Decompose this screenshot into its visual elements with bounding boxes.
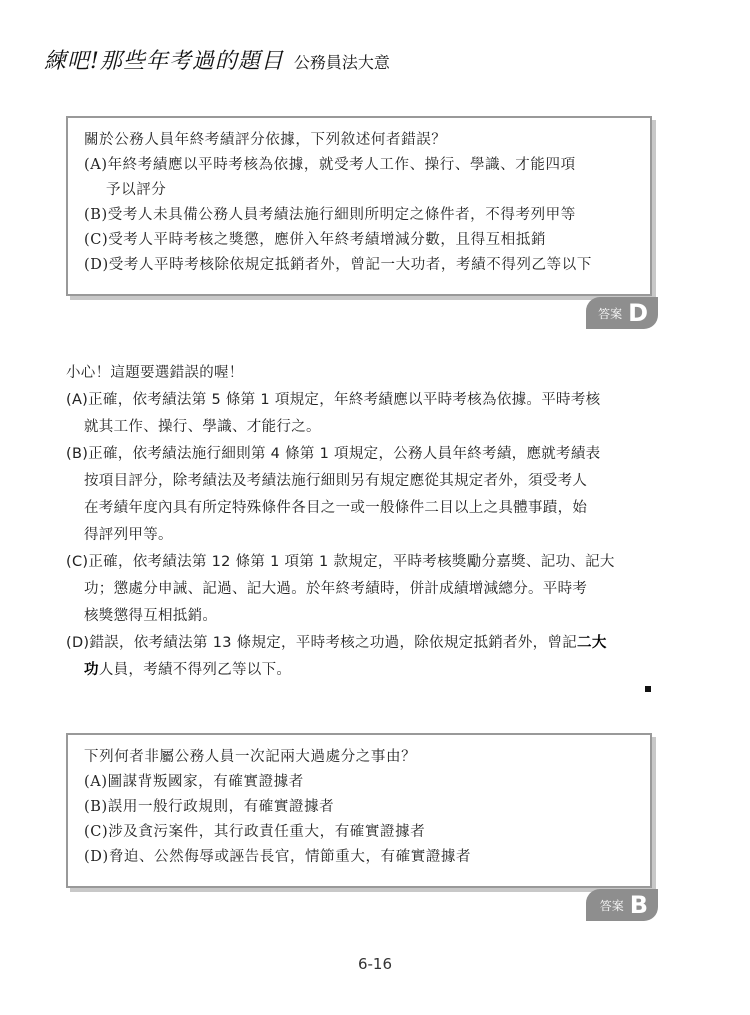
answer-label: 答案 <box>599 898 624 913</box>
explanation <box>66 360 666 684</box>
question-1-option-c: (C)受考人平時考核之獎懲，應併入年終考績增減分數，且得互相抵銷 <box>84 232 547 248</box>
page-header <box>44 44 390 75</box>
question-2-option-b: (B)誤用一般行政規則，有確實證據者 <box>84 799 335 815</box>
question-2-option-d: (D)脅迫、公然侮辱或誣告長官，情節重大，有確實證據者 <box>84 849 472 865</box>
explanation-d-cont <box>66 657 666 684</box>
end-mark <box>645 686 651 692</box>
question-2-answer-badge <box>586 889 658 921</box>
question-1-option-b: (B)受考人未具備公務人員考績法施行細則所明定之條件者，不得考列甲等 <box>84 207 576 223</box>
question-2-box <box>66 733 652 888</box>
explanation-d <box>66 630 666 657</box>
explanation-intro: 小心！這題要選錯誤的喔！ <box>66 365 244 381</box>
question-2-option-c: (C)涉及貪污案件，其行政責任重大，有確實證據者 <box>84 824 426 840</box>
question-2-stem: 下列何者非屬公務人員一次記兩大過處分之事由？ <box>84 749 417 765</box>
explanation-c-cont-1: 功；懲處分申誡、記過、記大過。於年終考績時，併計成績增減總分。平時考 <box>84 581 588 597</box>
explanation-a: (A)正確，依考績法第 5 條第 1 項規定，年終考績應以平時考核為依據。平時考核 <box>66 392 601 408</box>
question-1-answer-badge <box>586 297 658 329</box>
question-1-stem: 關於公務人員年終考績評分依據，下列敘述何者錯誤？ <box>84 132 447 148</box>
explanation-d-text: (D)錯誤，依考績法第 13 條規定，平時考核之功過，除依規定抵銷者外，曾記 <box>66 635 578 651</box>
question-1-option-a: (A)年終考績應以平時考核為依據，就受考人工作、操行、學識、才能四項 <box>84 157 576 173</box>
explanation-b: (B)正確，依考績法施行細則第 4 條第 1 項規定，公務人員年終考績，應就考績表 <box>66 446 601 462</box>
answer-label: 答案 <box>598 306 623 321</box>
header-title: 練吧!那些年考過的題目 <box>44 49 284 74</box>
explanation-d-emphasis: 二大 <box>577 635 607 651</box>
header-subject: 公務員法大意 <box>293 53 390 72</box>
question-1-option-d: (D)受考人平時考核除依規定抵銷者外，曾記一大功者，考績不得列乙等以下 <box>84 257 592 273</box>
explanation-a-cont: 就其工作、操行、學識、才能行之。 <box>84 419 321 435</box>
question-1-option-a-cont: 予以評分 <box>106 182 167 198</box>
explanation-c-cont-2: 核獎懲得互相抵銷。 <box>84 608 218 624</box>
explanation-d-emphasis-cont: 功 <box>84 662 99 678</box>
question-2-option-a: (A)圖謀背叛國家，有確實證據者 <box>84 774 304 790</box>
explanation-d-cont-text: 人員，考績不得列乙等以下。 <box>98 662 292 678</box>
explanation-c: (C)正確，依考績法第 12 條第 1 項第 1 款規定，平時考核獎勵分嘉獎、記功、記大 <box>66 554 615 570</box>
answer-letter: B <box>629 891 648 919</box>
answer-letter: D <box>628 299 648 327</box>
explanation-b-cont-3: 得評列甲等。 <box>84 527 173 543</box>
page-number: 6-16 <box>357 955 393 973</box>
question-1-box <box>66 116 652 296</box>
explanation-b-cont-1: 按項目評分，除考績法及考績法施行細則另有規定應從其規定者外，須受考人 <box>84 473 588 489</box>
explanation-b-cont-2: 在考績年度內具有所定特殊條件各目之一或一般條件二目以上之具體事蹟，始 <box>84 500 588 516</box>
